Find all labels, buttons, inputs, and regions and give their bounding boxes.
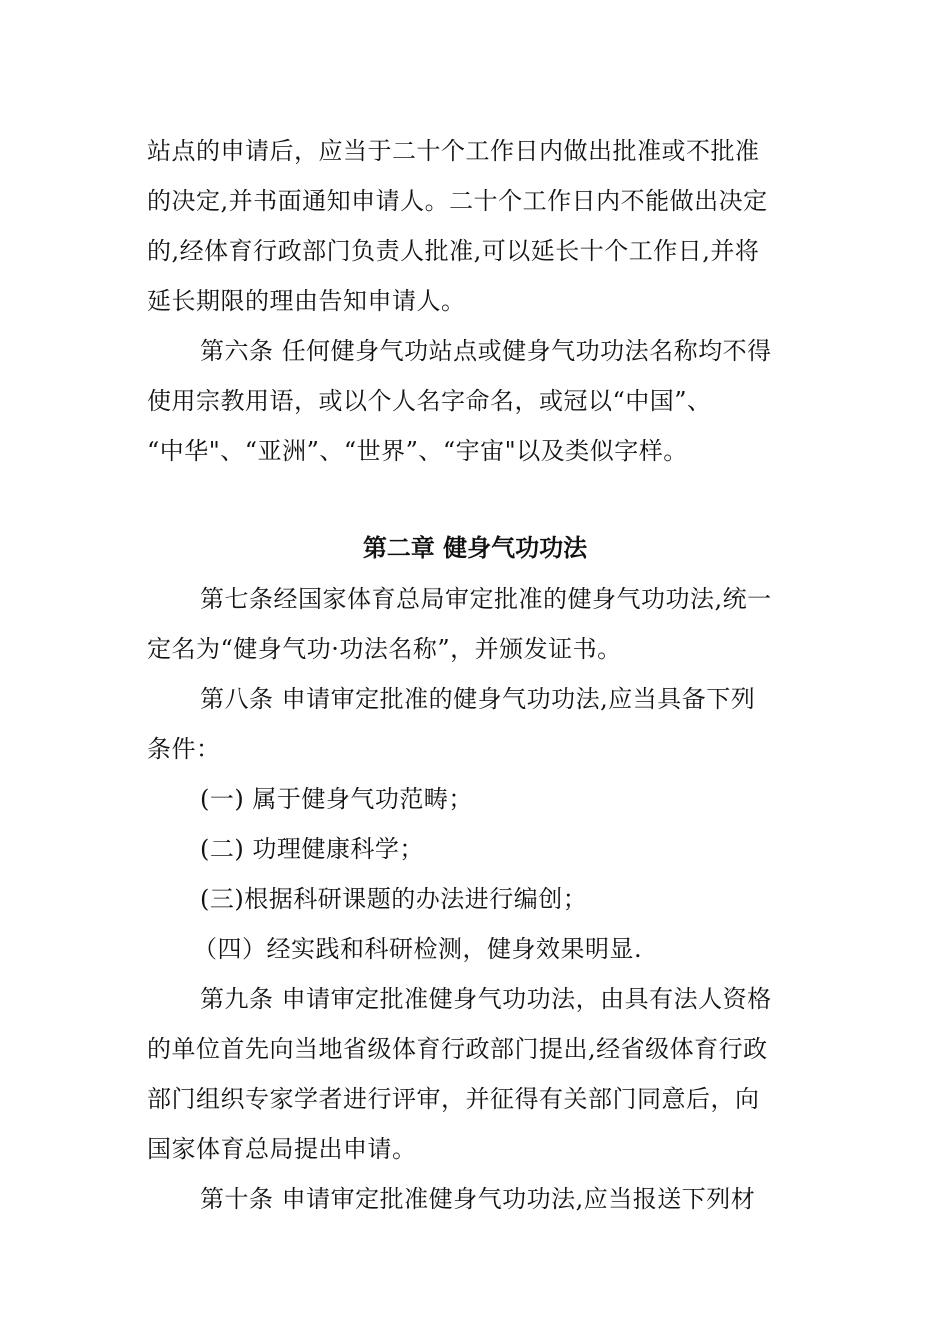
article-9-line: 第九条 申请审定批准健身气功功法，由具有法人资格 [200,985,772,1013]
list-item: (一) 属于健身气功范畴； [200,785,473,813]
paragraph-line: 部门组织专家学者进行评审，并征得有关部门同意后，向 [147,1085,760,1113]
paragraph-line: 的单位首先向当地省级体育行政部门提出,经省级体育行政 [147,1035,768,1063]
article-10-line: 第十条 申请审定批准健身气功功法,应当报送下列材 [200,1185,756,1213]
list-item: （四）经实践和科研检测，健身效果明显. [193,935,643,963]
article-8-line: 第八条 申请审定批准的健身气功功法,应当具备下列 [200,685,756,713]
paragraph-line: 的决定,并书面通知申请人。二十个工作日内不能做出决定 [147,187,768,215]
paragraph-line: 使用宗教用语，或以个人名字命名，或冠以“中国”、 [147,387,712,415]
list-item: (三)根据科研课题的办法进行编创； [200,885,588,913]
paragraph-line: 定名为“健身气功·功法名称”，并颁发证书。 [147,635,622,663]
paragraph-line: 站点的申请后，应当于二十个工作日内做出批准或不批准 [147,137,760,165]
paragraph-line: 的,经体育行政部门负责人批准,可以延长十个工作日,并将 [147,237,760,265]
paragraph-line: 条件： [147,735,221,763]
paragraph-line: 延长期限的理由告知申请人。 [147,287,466,315]
paragraph-line: 国家体育总局提出申请。 [147,1135,417,1163]
chapter-heading: 第二章 健身气功功法 [362,534,588,562]
article-6-line: 第六条 任何健身气功站点或健身气功功法名称均不得 [200,337,772,365]
paragraph-line: “中华"、“亚洲”、“世界”、“宇宙"以及类似字样。 [147,437,688,465]
list-item: (二) 功理健康科学； [200,835,424,863]
article-7-line: 第七条经国家体育总局审定批准的健身气功功法,统一 [200,585,772,613]
